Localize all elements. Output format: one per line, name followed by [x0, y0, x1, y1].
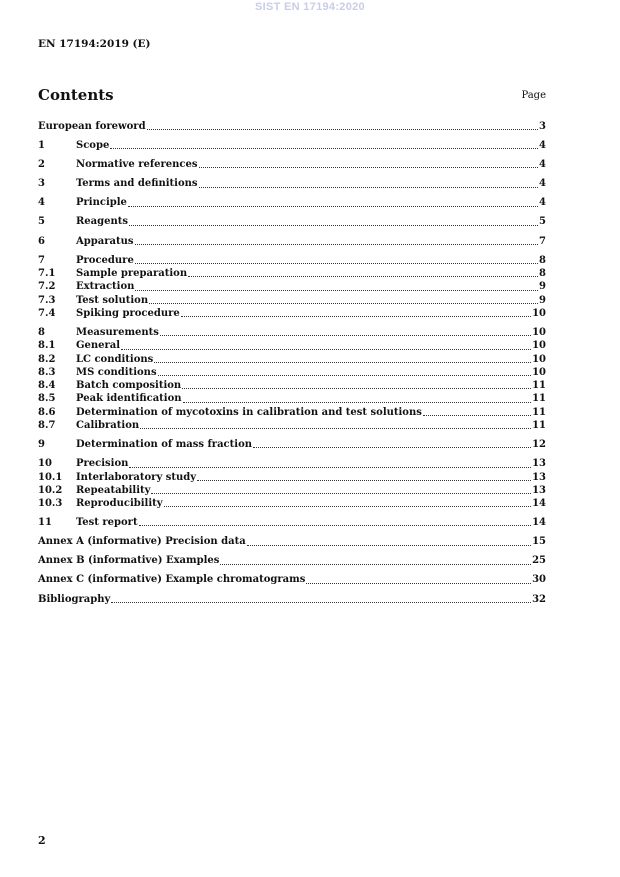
- toc-entry[interactable]: [38, 419, 546, 432]
- toc-entry-number: 8.3: [38, 366, 56, 378]
- toc-entry-number: 8.4: [38, 380, 56, 392]
- toc-entry[interactable]: [38, 484, 546, 497]
- toc-entry[interactable]: [38, 535, 546, 548]
- watermark: SIST EN 17194:2020: [255, 1, 365, 13]
- toc-entry-number: 7.4: [38, 307, 56, 319]
- toc-entry-title: Determination of mycotoxins in calibration and test solutions: [76, 406, 422, 418]
- toc-entry-title: Annex B (informative) Examples: [38, 555, 220, 567]
- dot-leader: [423, 414, 531, 416]
- toc-entry[interactable]: [38, 158, 546, 171]
- dot-leader: [129, 466, 531, 468]
- page-column-label: Page: [521, 90, 546, 101]
- toc-entry[interactable]: [38, 406, 546, 419]
- dot-leader: [110, 147, 538, 149]
- toc-entry[interactable]: [38, 573, 546, 586]
- toc-entry[interactable]: [38, 307, 546, 320]
- toc-entry[interactable]: [38, 196, 546, 209]
- toc-entry-number: 8: [38, 326, 45, 338]
- toc-entry-number: 1: [38, 140, 45, 152]
- toc-entry-title: LC conditions: [76, 353, 154, 365]
- toc-entry-page: 13: [532, 471, 546, 483]
- toc-entry[interactable]: [38, 139, 546, 152]
- toc-entry-page: 4: [539, 178, 546, 190]
- toc-entry[interactable]: [38, 120, 546, 133]
- dot-leader: [135, 262, 538, 264]
- toc-entry-page: 32: [532, 593, 546, 605]
- toc-entry-title: Annex A (informative) Precision data: [38, 536, 246, 548]
- toc-entry[interactable]: [38, 254, 546, 267]
- toc-entry-page: 25: [532, 555, 546, 567]
- toc-entry-title: Test solution: [76, 294, 149, 306]
- dot-leader: [220, 563, 531, 565]
- contents-heading: Contents: [38, 86, 114, 104]
- toc-entry-title: European foreword: [38, 121, 146, 132]
- toc-entry[interactable]: [38, 471, 546, 484]
- dot-leader: [135, 289, 538, 291]
- toc-entry-page: 8: [539, 254, 546, 266]
- toc-entry-page: 10: [532, 366, 546, 378]
- toc-entry-number: 3: [38, 178, 45, 190]
- toc-entry-title: Annex C (informative) Example chromatograms: [38, 574, 306, 586]
- toc-entry[interactable]: [38, 593, 546, 606]
- dot-leader: [151, 492, 531, 494]
- toc-entry-title: Sample preparation: [76, 267, 188, 279]
- toc-entry-page: 9: [539, 281, 546, 293]
- toc-entry[interactable]: [38, 497, 546, 510]
- toc-entry[interactable]: [38, 267, 546, 280]
- toc-entry-number: 10.3: [38, 498, 63, 510]
- toc-entry-title: Spiking procedure: [76, 307, 180, 319]
- toc-entry-title: MS conditions: [76, 366, 157, 378]
- toc-entry[interactable]: [38, 294, 546, 307]
- toc-entry-title: Reagents: [76, 216, 129, 228]
- toc-entry-page: 12: [532, 439, 546, 451]
- toc-entry[interactable]: [38, 379, 546, 392]
- toc-entry-title: Repeatability: [76, 484, 151, 496]
- toc-entry-number: 8.5: [38, 393, 56, 405]
- toc-entry-page: 10: [532, 353, 546, 365]
- toc-entry-number: 7: [38, 254, 45, 266]
- toc-entry[interactable]: [38, 339, 546, 352]
- dot-leader: [111, 601, 531, 603]
- toc-entry[interactable]: [38, 516, 546, 529]
- toc-entry[interactable]: [38, 280, 546, 293]
- dot-leader: [129, 224, 538, 226]
- toc-entry-page: 10: [532, 340, 546, 352]
- toc-entry[interactable]: [38, 235, 546, 248]
- toc-entry-page: 13: [532, 458, 546, 470]
- toc-entry-number: 2: [38, 159, 45, 171]
- toc-entry[interactable]: [38, 392, 546, 405]
- toc-entry-page: 4: [539, 159, 546, 171]
- toc-entry-page: 10: [532, 307, 546, 319]
- toc-entry-title: Extraction: [76, 281, 135, 293]
- dot-leader: [181, 315, 531, 317]
- toc-entry-page: 7: [539, 235, 546, 247]
- toc-entry-page: 10: [532, 326, 546, 338]
- dot-leader: [135, 243, 539, 245]
- toc-entry-number: 7.2: [38, 281, 56, 293]
- dot-leader: [154, 361, 531, 363]
- toc-entry-page: 14: [532, 517, 546, 529]
- toc-entry-title: Interlaboratory study: [76, 471, 197, 483]
- toc-entry-title: Reproducibility: [76, 498, 163, 510]
- toc-entry-title: Calibration: [76, 420, 140, 432]
- dot-leader: [139, 524, 532, 526]
- toc-entry-title: General: [76, 340, 121, 352]
- dot-leader: [183, 401, 532, 403]
- toc-entry-page: 30: [532, 574, 546, 586]
- toc-entry-number: 9: [38, 439, 45, 451]
- toc-entry[interactable]: [38, 554, 546, 567]
- toc-entry-number: 7.1: [38, 267, 56, 279]
- toc-entry-page: 11: [532, 420, 546, 432]
- toc-entry-number: 8.1: [38, 340, 56, 352]
- toc-entry-page: 5: [539, 216, 546, 228]
- toc-entry-title: Batch composition: [76, 380, 182, 392]
- toc-entry-title: Principle: [76, 197, 127, 209]
- toc-entry-title: Terms and definitions: [76, 178, 198, 190]
- dot-leader: [121, 348, 531, 350]
- dot-leader: [149, 302, 538, 304]
- toc-entry-number: 4: [38, 197, 45, 209]
- toc-entry-title: Precision: [76, 458, 129, 470]
- toc-entry-title: Determination of mass fraction: [76, 439, 253, 451]
- dot-leader: [128, 205, 538, 207]
- toc-entry-page: 4: [539, 197, 546, 209]
- toc-entry-title: Test report: [76, 517, 138, 529]
- toc-entry-number: 8.2: [38, 353, 56, 365]
- toc-entry-page: 11: [532, 393, 546, 405]
- page-number: 2: [38, 834, 46, 847]
- toc-entry[interactable]: [38, 326, 546, 339]
- toc-entry[interactable]: [38, 438, 546, 451]
- toc-entry[interactable]: [38, 457, 546, 470]
- toc-entry-number: 10.1: [38, 471, 63, 483]
- dot-leader: [197, 479, 531, 481]
- toc-entry-title: Peak identification: [76, 393, 182, 405]
- dot-leader: [306, 582, 531, 584]
- toc-entry-number: 5: [38, 216, 45, 228]
- toc-entry-page: 13: [532, 484, 546, 496]
- toc-entry[interactable]: [38, 215, 546, 228]
- toc-entry[interactable]: [38, 177, 546, 190]
- toc-entry-title: Apparatus: [76, 235, 134, 247]
- toc-entry-title: Scope: [76, 140, 110, 152]
- toc-entry-title: Measurements: [76, 326, 159, 338]
- toc-entry-page: 3: [539, 121, 546, 132]
- toc-entry-title: Procedure: [76, 254, 134, 266]
- toc-entry-page: 8: [539, 267, 546, 279]
- table-of-contents: [38, 120, 546, 606]
- dot-leader: [188, 275, 538, 277]
- dot-leader: [147, 128, 538, 130]
- toc-entry-number: 6: [38, 235, 45, 247]
- toc-entry-title: Bibliography: [38, 593, 111, 605]
- dot-leader: [199, 186, 539, 188]
- toc-entry-number: 8.6: [38, 406, 56, 418]
- document-id: EN 17194:2019 (E): [38, 38, 151, 50]
- toc-entry-number: 8.7: [38, 420, 56, 432]
- dot-leader: [253, 446, 531, 448]
- toc-entry-page: 14: [532, 498, 546, 510]
- toc-entry-page: 15: [532, 536, 546, 548]
- toc-entry-page: 4: [539, 140, 546, 152]
- dot-leader: [247, 544, 531, 546]
- toc-entry-title: Normative references: [76, 159, 198, 171]
- dot-leader: [164, 505, 532, 507]
- toc-entry-page: 9: [539, 294, 546, 306]
- toc-entry-number: 10.2: [38, 484, 63, 496]
- toc-entry-page: 11: [532, 380, 546, 392]
- toc-entry-number: 7.3: [38, 294, 56, 306]
- toc-entry[interactable]: [38, 353, 546, 366]
- dot-leader: [182, 387, 531, 389]
- dot-leader: [199, 166, 539, 168]
- dot-leader: [140, 427, 531, 429]
- toc-entry-page: 11: [532, 406, 546, 418]
- dot-leader: [160, 334, 531, 336]
- dot-leader: [158, 374, 531, 376]
- toc-entry-number: 10: [38, 458, 52, 470]
- toc-entry-number: 11: [38, 517, 52, 529]
- toc-entry[interactable]: [38, 366, 546, 379]
